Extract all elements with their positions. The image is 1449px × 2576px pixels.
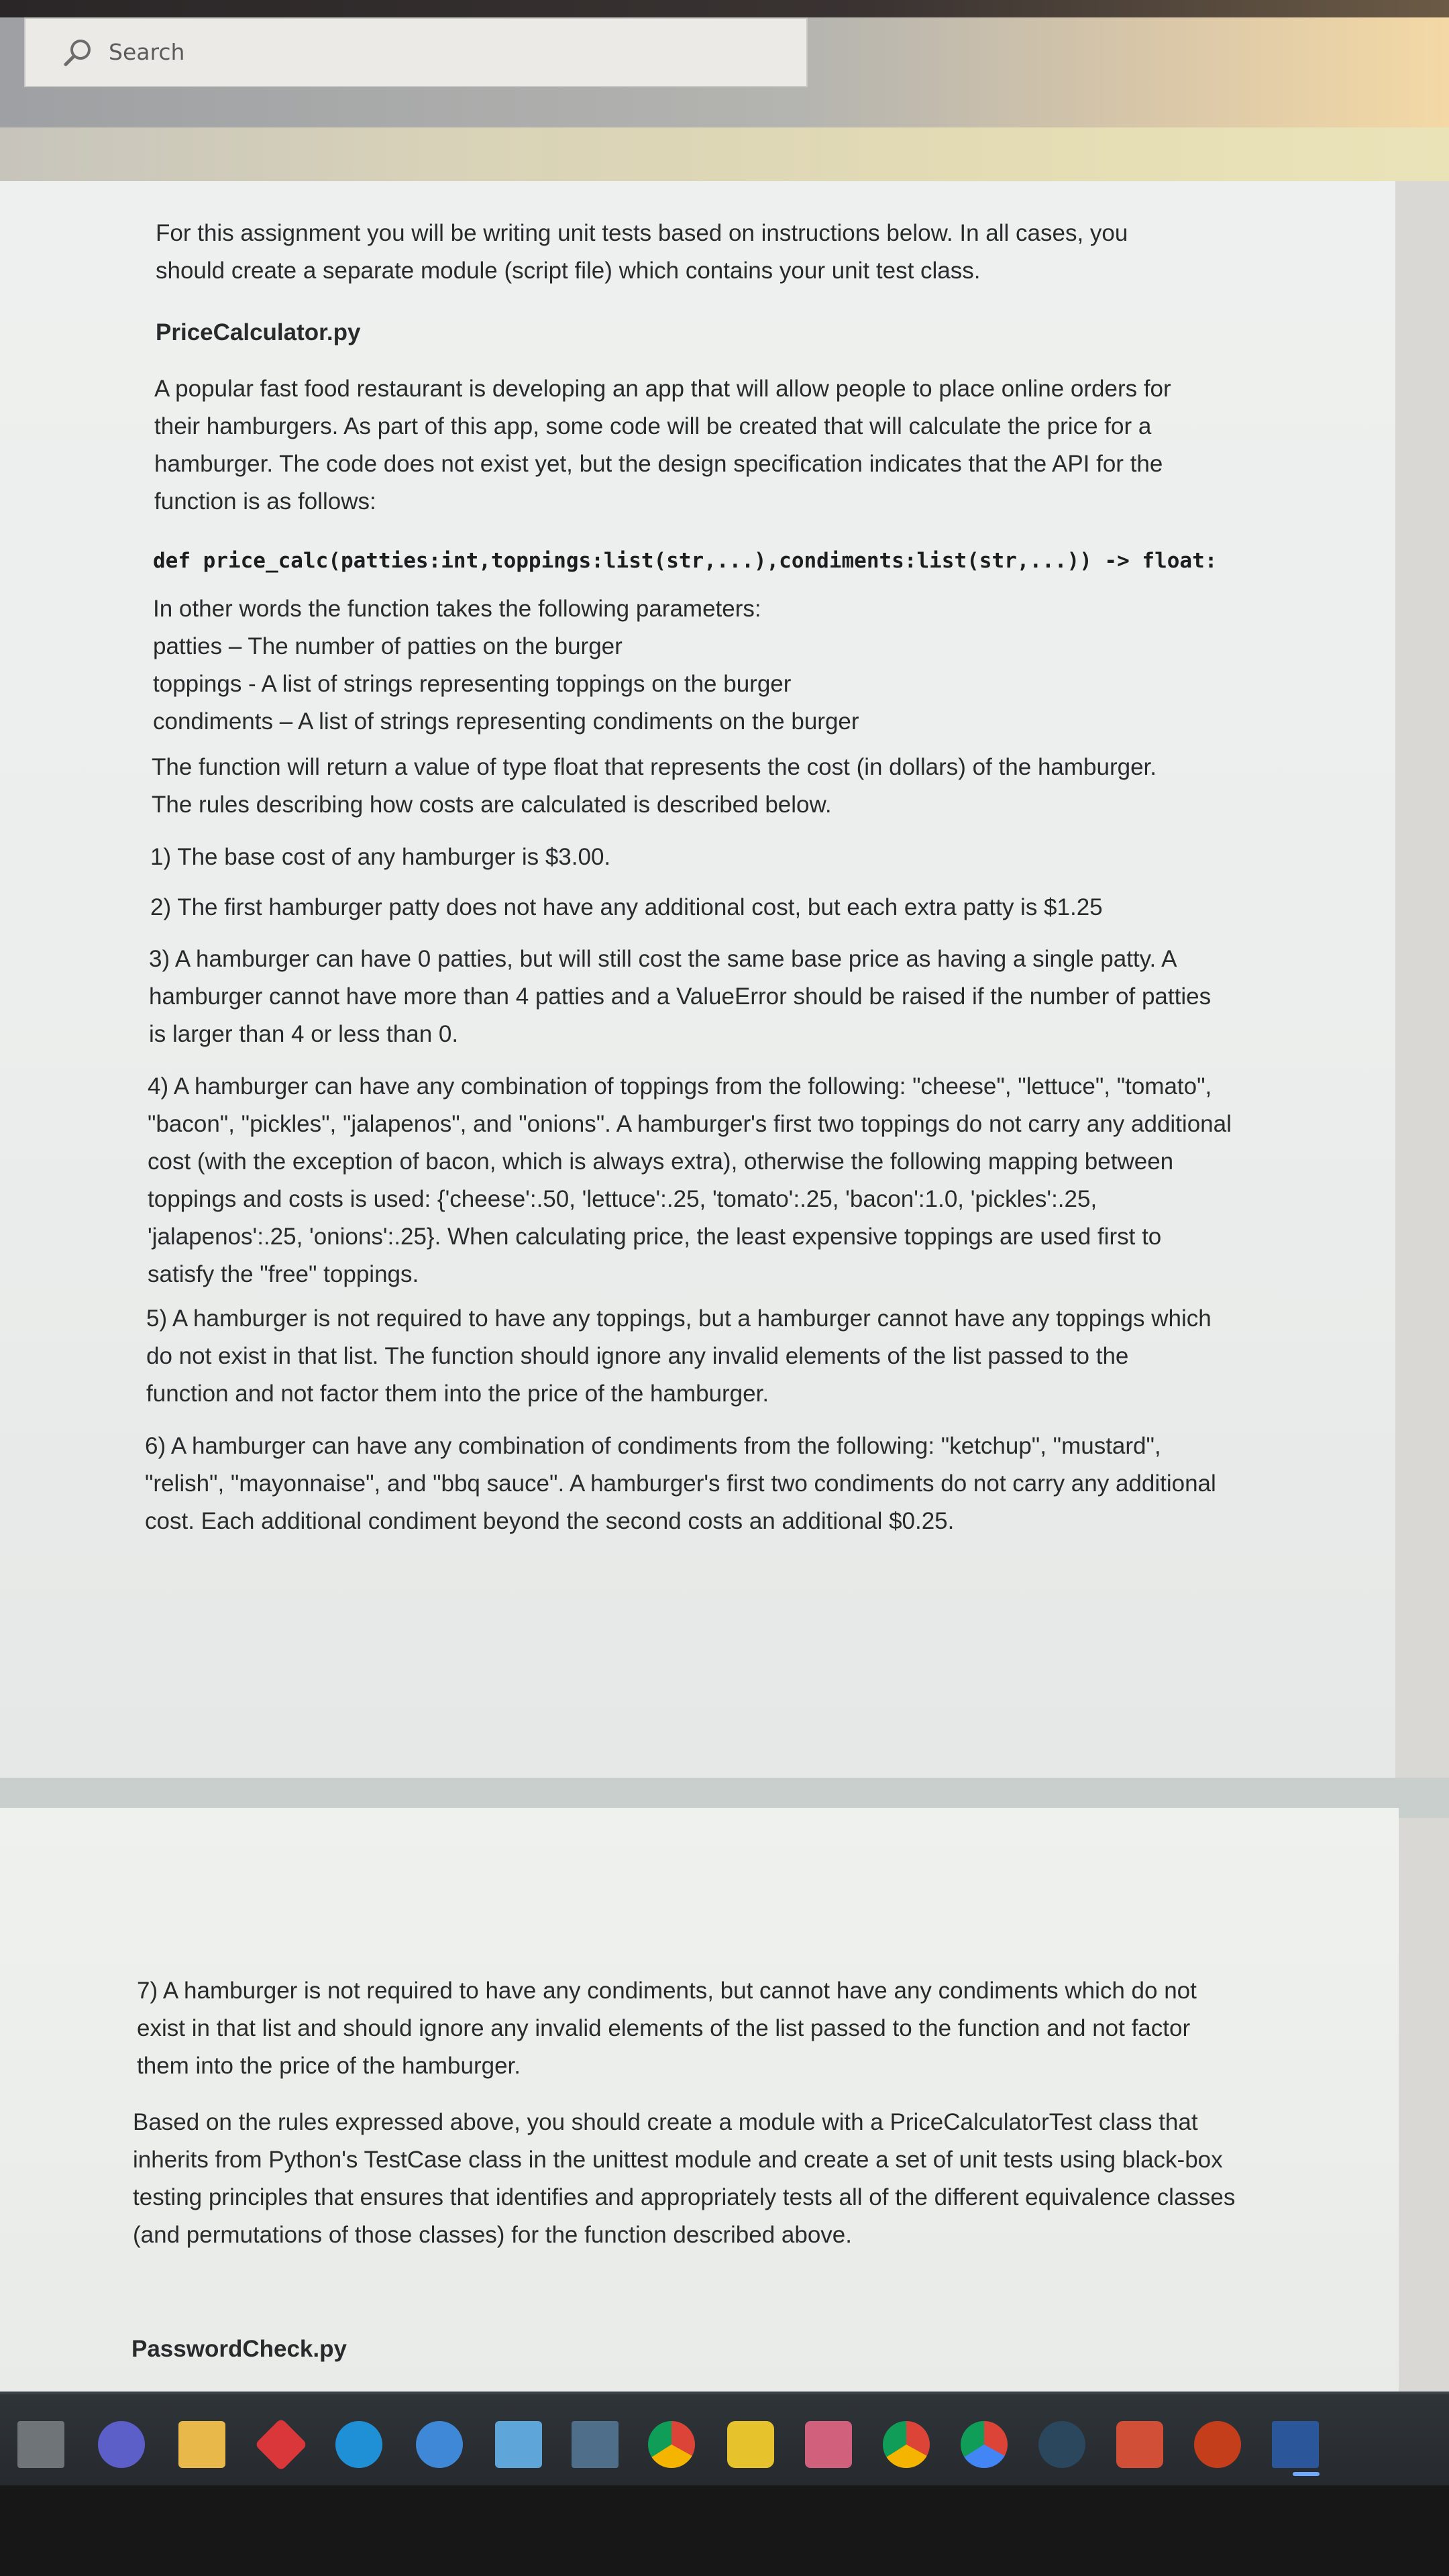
checklist-icon[interactable]	[727, 2421, 774, 2468]
store-icon[interactable]	[495, 2421, 542, 2468]
word-icon[interactable]	[1272, 2421, 1319, 2468]
office-icon[interactable]	[1116, 2421, 1163, 2468]
chrome-profile-icon[interactable]	[883, 2421, 930, 2468]
intro-paragraph	[156, 215, 1202, 290]
rule-5	[146, 1300, 1213, 1413]
section-title-price-calculator	[156, 314, 692, 352]
active-app-indicator	[1293, 2472, 1320, 2476]
rule6-text: 6) A hamburger can have any combination of condiments from the following: "ketchup", "mustard", "relish", "mayonnaise", and "bbq sauce". A hamburger's first two condiments do not carry any additional cost. Each additional condiment beyond the second costs an additional $0.25.	[145, 1433, 1216, 1534]
description-text: A popular fast food restaurant is developing an app that will allow people to place online orders for their hamburgers. As part of this app, some code will be created that will calculate the price for a hamburger. The code does not exist yet, but the design specification indicates that the API for the function is as follows:	[154, 376, 1171, 515]
teams-icon[interactable]	[98, 2421, 145, 2468]
section2-title-text: PasswordCheck.py	[131, 2336, 347, 2362]
app-header	[0, 0, 1449, 127]
taskbar	[0, 2392, 1449, 2488]
rule7-text: 7) A hamburger is not required to have any condiments, but cannot have any condiments which do not exist in that list and should ignore any invalid elements of the list passed to the function and not factor them into the price of the hamburger.	[137, 1978, 1197, 2079]
rule-4	[148, 1068, 1234, 1293]
snipping-tool-icon[interactable]	[805, 2421, 852, 2468]
search-icon	[58, 34, 98, 74]
chrome-icon[interactable]	[648, 2421, 695, 2468]
powerpoint-icon[interactable]	[1194, 2421, 1241, 2468]
param-toppings-text: toppings - A list of strings representing toppings on the burger	[153, 671, 792, 697]
steam-icon[interactable]	[1038, 2421, 1085, 2468]
file-explorer-icon[interactable]	[178, 2421, 225, 2468]
help-icon[interactable]	[416, 2421, 463, 2468]
search-input[interactable]	[24, 17, 808, 87]
section1-title-text: PriceCalculator.py	[156, 319, 361, 345]
returns-paragraph	[152, 749, 1165, 824]
description-paragraph	[154, 370, 1214, 521]
rule-2	[150, 889, 1250, 926]
search-placeholder: Search	[109, 39, 185, 65]
rule-3	[149, 941, 1216, 1053]
instructions-text: Based on the rules expressed above, you should create a module with a PriceCalculatorTest class that inherits from Python's TestCase class in the unittest module and create a set of unit tests using black-box testing principles that ensures that identifies and appropriately tests all of the different equivalence classes (and permutations of those classes) for the function described above.	[133, 2109, 1236, 2248]
returns-text: The function will return a value of type float that represents the cost (in dollars) of the hamburger. The rules describing how costs are calculated is described below.	[152, 754, 1157, 818]
rule4-text: 4) A hamburger can have any combination of toppings from the following: "cheese", "lettuce", "tomato", "bacon", "pickles", "jalapenos", and "onions". A hamburger's first two toppings do not carry any additional cost (with the exception of bacon, which is always extra), otherwise the following mapping between toppings and costs is used: {'cheese':.50, 'lettuce':.25, 'tomato':.25, 'bacon':1.0, 'pickles':.25, 'jalapenos':.25, 'onions':.25}. When calculating price, the least expensive toppings are used first to satisfy the "free" toppings.	[148, 1073, 1232, 1287]
intro-text: For this assignment you will be writing unit tests based on instructions below. In all cases, you should create a separate module (script file) which contains your unit test class.	[156, 220, 1128, 284]
function-signature	[153, 542, 1226, 580]
rule5-text: 5) A hamburger is not required to have any toppings, but a hamburger cannot have any toppings which do not exist in that list. The function should ignore any invalid elements of the list passed to the function and not factor them into the price of the hamburger.	[146, 1305, 1212, 1407]
chrome-profile-2-icon[interactable]	[961, 2421, 1008, 2468]
parameters-list	[153, 590, 1213, 741]
rule-1	[150, 839, 1224, 876]
rule1-text: 1) The base cost of any hamburger is $3.00.	[150, 844, 611, 870]
red-app-icon[interactable]	[254, 2418, 307, 2471]
rule-7	[137, 1972, 1237, 2085]
ribbon-band	[0, 127, 1449, 181]
param-patties-text: patties – The number of patties on the burger	[153, 633, 623, 659]
params-intro-text: In other words the function takes the following parameters:	[153, 596, 761, 622]
edge-icon[interactable]	[335, 2421, 382, 2468]
screen-bezel	[0, 2485, 1449, 2576]
instructions-paragraph	[133, 2104, 1240, 2254]
image-viewer-icon[interactable]	[572, 2421, 619, 2468]
document-page-2	[0, 1808, 1399, 2392]
section-title-password-check	[131, 2330, 668, 2368]
rule-6	[145, 1428, 1232, 1540]
signature-text: def price_calc(patties:int,toppings:list(str,...),condiments:list(str,...)) -> float:	[153, 549, 1218, 573]
rule2-text: 2) The first hamburger patty does not have any additional cost, but each extra patty is $1.25	[150, 894, 1103, 920]
start-icon[interactable]	[17, 2421, 64, 2468]
title-strip	[0, 0, 1449, 17]
param-condiments-text: condiments – A list of strings representing condiments on the burger	[153, 708, 859, 735]
rule3-text: 3) A hamburger can have 0 patties, but will still cost the same base price as having a single patty. A hamburger cannot have more than 4 patties and a ValueError should be raised if the number of patties is larger than 4 or less than 0.	[149, 946, 1212, 1047]
